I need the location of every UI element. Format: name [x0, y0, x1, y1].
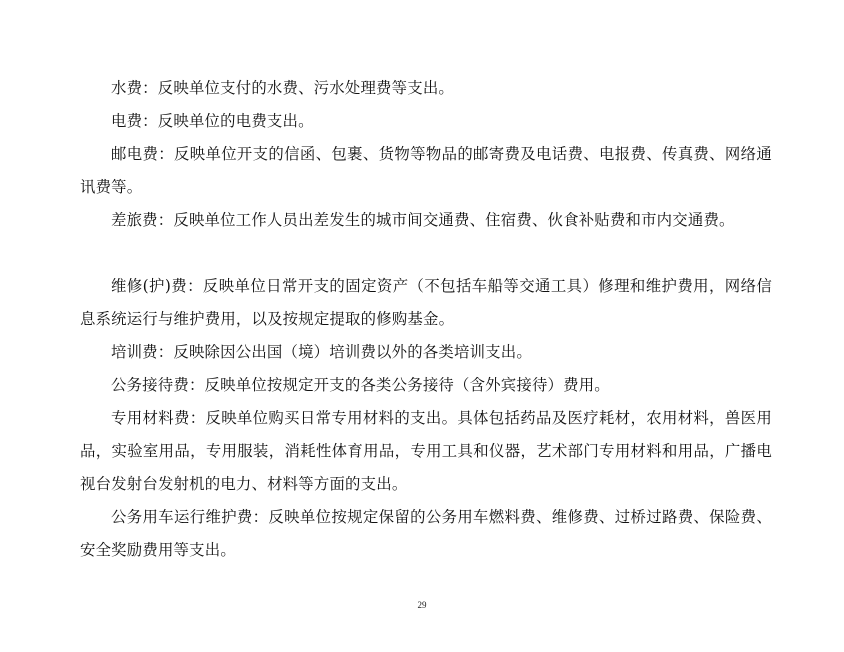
- page-body: [80, 72, 772, 567]
- paragraph-travel-fee: 差旅费：反映单位工作人员出差发生的城市间交通费、住宿费、伙食补贴费和市内交通费。: [111, 211, 735, 229]
- paragraph-special-materials-fee: 专用材料费：反映单位购买日常专用材料的支出。具体包括药品及医疗耗材，农用材料，兽医用品，实验室用品，专用服装，消耗性体育用品，专用工具和仪器，艺术部门专用材料和用品，广播电视台发射台发射机的电力、材料等方面的支出。: [80, 409, 772, 493]
- paragraph-official-vehicle-fee: 公务用车运行维护费：反映单位按规定保留的公务用车燃料费、维修费、过桥过路费、保险费、安全奖励费用等支出。: [80, 508, 772, 559]
- paragraph-training-fee: 培训费：反映除因公出国（境）培训费以外的各类培训支出。: [111, 343, 532, 361]
- page-number: 29: [417, 600, 427, 610]
- paragraph-reception-fee: 公务接待费：反映单位按规定开支的各类公务接待（含外宾接待）费用。: [111, 376, 610, 394]
- paragraph-postal-fee: 邮电费：反映单位开支的信函、包裹、货物等物品的邮寄费及电话费、电报费、传真费、网络通讯费等。: [80, 145, 772, 196]
- paragraph-electricity-fee: 电费：反映单位的电费支出。: [111, 112, 314, 130]
- paragraph-maintenance-fee: 维修(护)费：反映单位日常开支的固定资产（不包括车船等交通工具）修理和维护费用，网络信息系统运行与维护费用，以及按规定提取的修购基金。: [80, 277, 772, 328]
- paragraph-spacer: [80, 237, 772, 270]
- paragraph-water-fee: 水费：反映单位支付的水费、污水处理费等支出。: [111, 79, 454, 97]
